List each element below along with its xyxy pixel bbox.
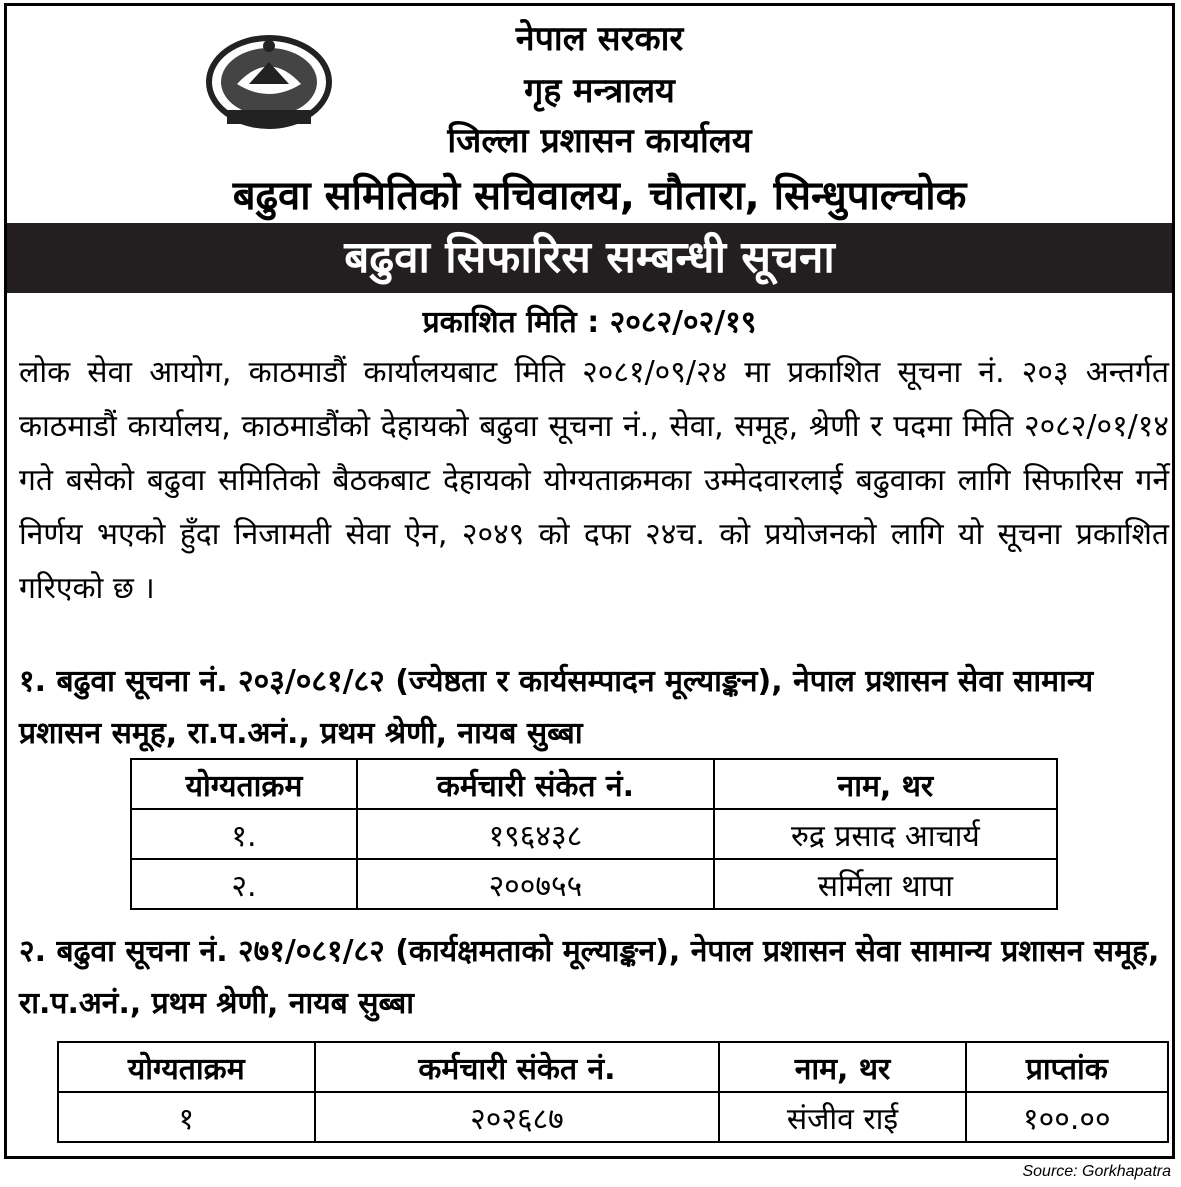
table-header-row xyxy=(131,759,1057,809)
column-header: योग्यताक्रम xyxy=(131,759,357,809)
published-date: प्रकाशित मिति : २०८२/०२/१९ xyxy=(422,305,757,340)
name-cell: संजीव राई xyxy=(719,1092,965,1142)
header-office: जिल्ला प्रशासन कार्यालय xyxy=(447,121,752,161)
column-header: नाम, थर xyxy=(719,1042,965,1092)
table-header-row xyxy=(58,1042,1168,1092)
employee-code-cell: २०२६८७ xyxy=(315,1092,720,1142)
header-ministry: गृह मन्त्रालय xyxy=(524,71,675,111)
notice-header xyxy=(7,6,1172,220)
section1-table xyxy=(130,758,1058,910)
rank-cell: २. xyxy=(131,859,357,909)
column-header: नाम, थर xyxy=(714,759,1057,809)
section1-heading: १. बढुवा सूचना नं. २०३/०८१/८२ (ज्येष्ठता र कार्यसम्पादन मूल्याङ्कन), नेपाल प्रशासन सेवा सामान्य प्रशासन समूह, रा.प.अनं., प्रथम श्रेणी, नायब सुब्बा xyxy=(19,664,1094,751)
source-credit: Source: Gorkhapatra xyxy=(1022,1163,1171,1180)
table-row xyxy=(131,859,1057,909)
table-row xyxy=(58,1092,1168,1142)
employee-code-cell: २००७५५ xyxy=(357,859,714,909)
notice-frame xyxy=(4,3,1175,1159)
employee-code-cell: १९६४३८ xyxy=(357,809,714,859)
column-header: योग्यताक्रम xyxy=(58,1042,315,1092)
header-secretariat: बढुवा समितिको सचिवालय, चौतारा, सिन्धुपाल्चोक xyxy=(232,173,967,219)
header-government: नेपाल सरकार xyxy=(515,19,684,59)
name-cell: रुद्र प्रसाद आचार्य xyxy=(714,809,1057,859)
table-row xyxy=(131,809,1057,859)
score-cell: १००.०० xyxy=(966,1092,1168,1142)
column-header: कर्मचारी संकेत नं. xyxy=(315,1042,720,1092)
notice-body: लोक सेवा आयोग, काठमाडौं कार्यालयबाट मिति २०८१/०९/२४ मा प्रकाशित सूचना नं. २०३ अन्तर्गत काठमाडौं कार्यालय, काठमाडौंको देहायको बढुवा सूचना नं., सेवा, समूह, श्रेणी र पदमा मिति २०८२/०१/१४ गते बसेको बढुवा समितिको बैठकबाट देहायको योग्यताक्रमका उम्मेदवारलाई बढुवाका लागि सिफारिस गर्ने निर्णय भएको हुँदा निजामती सेवा ऐन, २०४९ को दफा २४च. को प्रयोजनको लागि यो सूचना प्रकाशित गरिएको छ । xyxy=(19,355,1169,606)
section2-heading: २. बढुवा सूचना नं. २७१/०८१/८२ (कार्यक्षमताको मूल्याङ्कन), नेपाल प्रशासन सेवा सामान्य प्रशासन समूह, रा.प.अनं., प्रथम श्रेणी, नायब सुब्बा xyxy=(19,934,1160,1021)
notice-title-banner: बढुवा सिफारिस सम्बन्धी सूचना xyxy=(7,223,1172,293)
rank-cell: १ xyxy=(58,1092,315,1142)
column-header: कर्मचारी संकेत नं. xyxy=(357,759,714,809)
section2-table xyxy=(57,1041,1169,1143)
rank-cell: १. xyxy=(131,809,357,859)
name-cell: सर्मिला थापा xyxy=(714,859,1057,909)
column-header: प्राप्तांक xyxy=(966,1042,1168,1092)
